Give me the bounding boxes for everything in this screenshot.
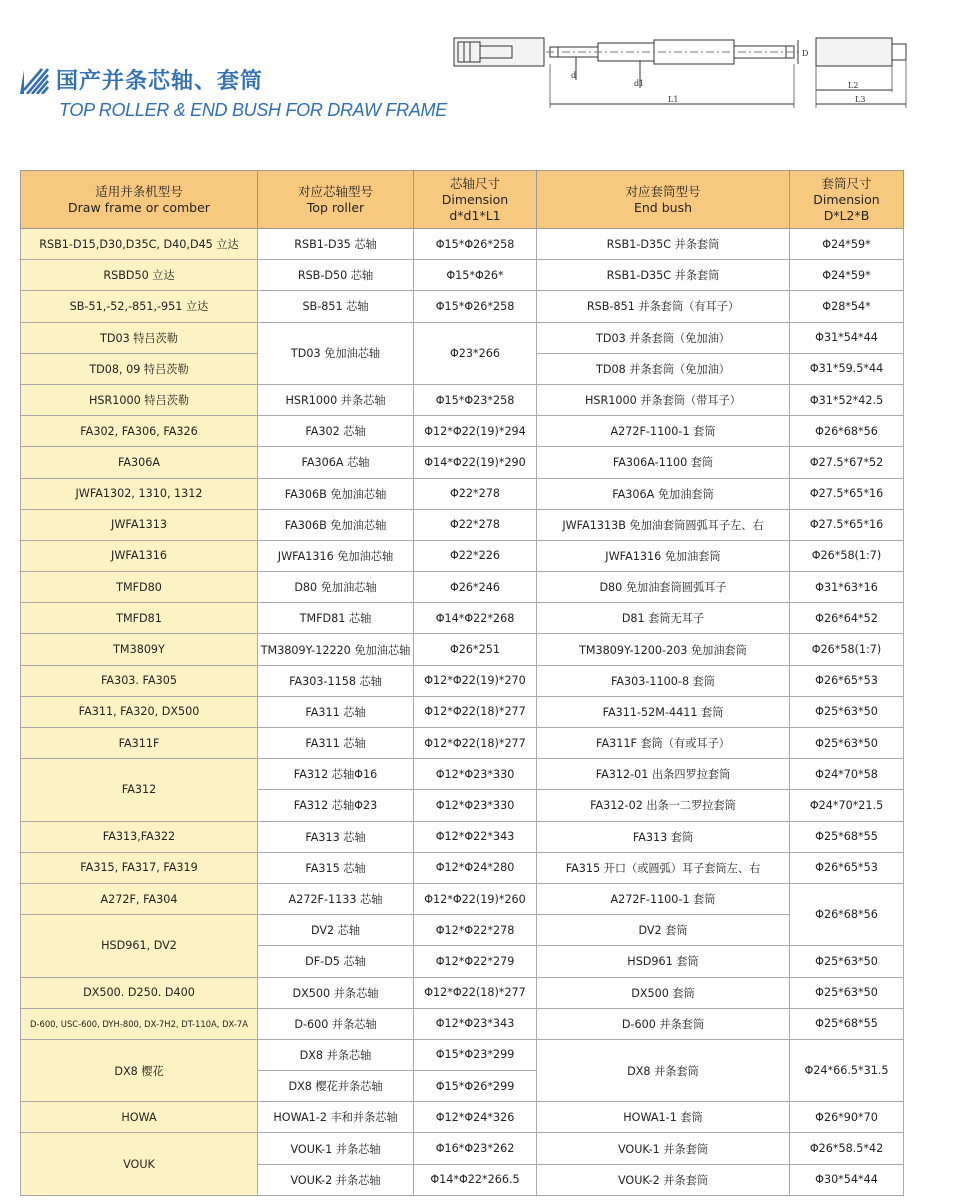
bush-dim-cell: Φ26*90*70 xyxy=(790,1102,904,1133)
bush-cell: VOUK-1 并条套筒 xyxy=(537,1133,790,1164)
roller-dim-cell: Φ12*Φ22(19)*270 xyxy=(414,665,537,696)
roller-cell: FA313 芯轴 xyxy=(258,821,414,852)
bush-dim-cell: Φ24*59* xyxy=(790,229,904,260)
machine-cell: SB-51,-52,-851,-951 立达 xyxy=(21,291,258,322)
table-row xyxy=(21,883,904,914)
bush-cell: TM3809Y-1200-203 免加油套筒 xyxy=(537,634,790,665)
roller-dim-cell: Φ12*Φ22*278 xyxy=(414,915,537,946)
bush-dim-cell: Φ25*68*55 xyxy=(790,821,904,852)
header-roller: 对应芯轴型号 Top roller xyxy=(258,171,414,229)
machine-cell: D-600, USC-600, DYH-800, DX-7H2, DT-110A, DX-7A xyxy=(21,1008,258,1039)
bush-dim-cell: Φ25*68*55 xyxy=(790,1008,904,1039)
table-row xyxy=(21,416,904,447)
roller-dim-cell: Φ12*Φ24*326 xyxy=(414,1102,537,1133)
table-row xyxy=(21,1039,904,1070)
machine-cell: FA312 xyxy=(21,759,258,821)
roller-bush-drawing xyxy=(450,28,910,112)
bush-cell: RSB-851 并条套筒（有耳子） xyxy=(537,291,790,322)
roller-cell: FA311 芯轴 xyxy=(258,696,414,727)
roller-cell: TD03 免加油芯轴 xyxy=(258,322,414,384)
roller-cell: VOUK-1 并条芯轴 xyxy=(258,1133,414,1164)
roller-cell: JWFA1316 免加油芯轴 xyxy=(258,540,414,571)
table-row xyxy=(21,478,904,509)
roller-dim-cell: Φ12*Φ22(19)*294 xyxy=(414,416,537,447)
roller-cell: VOUK-2 并条芯轴 xyxy=(258,1164,414,1195)
roller-cell: RSB1-D35 芯轴 xyxy=(258,229,414,260)
bush-dim-cell: Φ26*64*52 xyxy=(790,603,904,634)
roller-dim-cell: Φ14*Φ22*266.5 xyxy=(414,1164,537,1195)
machine-cell: FA311F xyxy=(21,728,258,759)
roller-dim-cell: Φ12*Φ22(19)*260 xyxy=(414,883,537,914)
bush-dim-cell: Φ28*54* xyxy=(790,291,904,322)
bush-cell: A272F-1100-1 套筒 xyxy=(537,416,790,447)
bush-cell: DV2 套筒 xyxy=(537,915,790,946)
bush-cell: HOWA1-1 套筒 xyxy=(537,1102,790,1133)
bush-dim-cell: Φ25*63*50 xyxy=(790,977,904,1008)
roller-dim-cell: Φ26*251 xyxy=(414,634,537,665)
roller-dim-cell: Φ22*226 xyxy=(414,540,537,571)
machine-cell: TM3809Y xyxy=(21,634,258,665)
machine-cell: VOUK xyxy=(21,1133,258,1195)
machine-cell: RSB1-D15,D30,D35C, D40,D45 立达 xyxy=(21,229,258,260)
roller-dim-cell: Φ12*Φ22(18)*277 xyxy=(414,696,537,727)
roller-dim-cell: Φ12*Φ24*280 xyxy=(414,852,537,883)
roller-cell: A272F-1133 芯轴 xyxy=(258,883,414,914)
machine-cell: HSD961, DV2 xyxy=(21,915,258,977)
bush-dim-cell: Φ26*65*53 xyxy=(790,852,904,883)
bush-dim-cell: Φ24*66.5*31.5 xyxy=(790,1039,904,1101)
bush-dim-cell: Φ26*58(1:7) xyxy=(790,540,904,571)
bush-cell: TD03 并条套筒（免加油） xyxy=(537,322,790,353)
bush-dim-cell: Φ26*68*56 xyxy=(790,416,904,447)
bush-cell: DX8 并条套筒 xyxy=(537,1039,790,1101)
machine-cell: FA313,FA322 xyxy=(21,821,258,852)
label-d: d xyxy=(571,71,577,80)
table-row xyxy=(21,509,904,540)
roller-dim-cell: Φ26*246 xyxy=(414,572,537,603)
roller-dim-cell: Φ12*Φ22*279 xyxy=(414,946,537,977)
roller-dim-cell: Φ15*Φ26*258 xyxy=(414,229,537,260)
machine-cell: FA315, FA317, FA319 xyxy=(21,852,258,883)
roller-cell: FA306B 免加油芯轴 xyxy=(258,478,414,509)
machine-cell: FA311, FA320, DX500 xyxy=(21,696,258,727)
table-row xyxy=(21,759,904,790)
bush-dim-cell: Φ26*68*56 xyxy=(790,883,904,945)
machine-cell: DX500. D250. D400 xyxy=(21,977,258,1008)
bush-cell: RSB1-D35C 并条套筒 xyxy=(537,260,790,291)
machine-cell: TMFD81 xyxy=(21,603,258,634)
label-d1: d1 xyxy=(634,79,645,88)
bush-cell: FA313 套筒 xyxy=(537,821,790,852)
header-bush: 对应套筒型号 End bush xyxy=(537,171,790,229)
bush-dim-cell: Φ24*70*58 xyxy=(790,759,904,790)
roller-cell: FA303-1158 芯轴 xyxy=(258,665,414,696)
table-row xyxy=(21,915,904,946)
table-row xyxy=(21,1008,904,1039)
label-L2: L2 xyxy=(848,81,859,90)
table-row xyxy=(21,728,904,759)
roller-cell: D-600 并条芯轴 xyxy=(258,1008,414,1039)
label-D: D xyxy=(802,49,809,58)
machine-cell: FA303. FA305 xyxy=(21,665,258,696)
roller-dim-cell: Φ14*Φ22*268 xyxy=(414,603,537,634)
bush-cell: D81 套筒无耳子 xyxy=(537,603,790,634)
roller-cell: FA311 芯轴 xyxy=(258,728,414,759)
table-row xyxy=(21,572,904,603)
machine-cell: HSR1000 特吕茨勒 xyxy=(21,384,258,415)
header-machine: 适用并条机型号 Draw frame or comber xyxy=(21,171,258,229)
roller-dim-cell: Φ12*Φ22(18)*277 xyxy=(414,977,537,1008)
bush-cell: JWFA1313B 免加油套筒圆弧耳子左、右 xyxy=(537,509,790,540)
table-row xyxy=(21,322,904,353)
bush-dim-cell: Φ25*63*50 xyxy=(790,728,904,759)
table-row xyxy=(21,229,904,260)
machine-cell: TMFD80 xyxy=(21,572,258,603)
bush-cell: TD08 并条套筒（免加油） xyxy=(537,353,790,384)
bush-cell: VOUK-2 并条套筒 xyxy=(537,1164,790,1195)
roller-cell: DX8 樱花并条芯轴 xyxy=(258,1071,414,1102)
roller-cell: DX500 并条芯轴 xyxy=(258,977,414,1008)
roller-dim-cell: Φ12*Φ23*343 xyxy=(414,1008,537,1039)
table-row xyxy=(21,603,904,634)
roller-cell: SB-851 芯轴 xyxy=(258,291,414,322)
bush-cell: FA306A-1100 套筒 xyxy=(537,447,790,478)
roller-cell: FA306A 芯轴 xyxy=(258,447,414,478)
roller-dim-cell: Φ15*Φ26*258 xyxy=(414,291,537,322)
table-row xyxy=(21,1133,904,1164)
table-row xyxy=(21,665,904,696)
table-row xyxy=(21,291,904,322)
table-row xyxy=(21,540,904,571)
table-row xyxy=(21,384,904,415)
machine-cell: FA302, FA306, FA326 xyxy=(21,416,258,447)
roller-cell: FA315 芯轴 xyxy=(258,852,414,883)
roller-dim-cell: Φ12*Φ22*343 xyxy=(414,821,537,852)
label-L3: L3 xyxy=(855,95,866,104)
table-row xyxy=(21,260,904,291)
roller-cell: DV2 芯轴 xyxy=(258,915,414,946)
roller-dim-cell: Φ12*Φ23*330 xyxy=(414,790,537,821)
bush-dim-cell: Φ25*63*50 xyxy=(790,696,904,727)
table-row xyxy=(21,852,904,883)
bush-dim-cell: Φ31*54*44 xyxy=(790,322,904,353)
bush-dim-cell: Φ26*58.5*42 xyxy=(790,1133,904,1164)
machine-cell: FA306A xyxy=(21,447,258,478)
diagonal-stripes-icon xyxy=(20,66,50,94)
table-row xyxy=(21,447,904,478)
roller-cell: FA312 芯轴Φ16 xyxy=(258,759,414,790)
bush-dim-cell: Φ24*70*21.5 xyxy=(790,790,904,821)
roller-cell: DX8 并条芯轴 xyxy=(258,1039,414,1070)
roller-dim-cell: Φ12*Φ22(18)*277 xyxy=(414,728,537,759)
roller-dim-cell: Φ23*266 xyxy=(414,322,537,384)
roller-dim-cell: Φ15*Φ23*258 xyxy=(414,384,537,415)
machine-cell: JWFA1316 xyxy=(21,540,258,571)
bush-cell: D80 免加油套筒圆弧耳子 xyxy=(537,572,790,603)
machine-cell: A272F, FA304 xyxy=(21,883,258,914)
page-title: 国产并条芯轴、套筒 xyxy=(56,69,264,94)
bush-cell: FA306A 免加油套筒 xyxy=(537,478,790,509)
bush-cell: RSB1-D35C 并条套筒 xyxy=(537,229,790,260)
bush-cell: HSD961 套筒 xyxy=(537,946,790,977)
bush-cell: FA311-52M-4411 套筒 xyxy=(537,696,790,727)
bush-dim-cell: Φ25*63*50 xyxy=(790,946,904,977)
machine-cell: TD08, 09 特吕茨勒 xyxy=(21,353,258,384)
roller-dim-cell: Φ12*Φ23*330 xyxy=(414,759,537,790)
table-header-row xyxy=(21,171,904,229)
bush-dim-cell: Φ27.5*65*16 xyxy=(790,478,904,509)
roller-cell: FA306B 免加油芯轴 xyxy=(258,509,414,540)
bush-dim-cell: Φ27.5*67*52 xyxy=(790,447,904,478)
roller-cell: RSB-D50 芯轴 xyxy=(258,260,414,291)
bush-dim-cell: Φ31*59.5*44 xyxy=(790,353,904,384)
roller-dim-cell: Φ16*Φ23*262 xyxy=(414,1133,537,1164)
roller-cell: D80 免加油芯轴 xyxy=(258,572,414,603)
roller-dim-cell: Φ15*Φ26*299 xyxy=(414,1071,537,1102)
bush-cell: FA312-01 出条四罗拉套筒 xyxy=(537,759,790,790)
bush-dim-cell: Φ26*58(1:7) xyxy=(790,634,904,665)
label-L1: L1 xyxy=(668,95,679,104)
table-row xyxy=(21,1102,904,1133)
bush-dim-cell: Φ31*63*16 xyxy=(790,572,904,603)
bush-dim-cell: Φ31*52*42.5 xyxy=(790,384,904,415)
bush-dim-cell: Φ26*65*53 xyxy=(790,665,904,696)
roller-dim-cell: Φ22*278 xyxy=(414,509,537,540)
machine-cell: JWFA1302, 1310, 1312 xyxy=(21,478,258,509)
bush-cell: FA312-02 出条一二罗拉套筒 xyxy=(537,790,790,821)
roller-cell: FA312 芯轴Φ23 xyxy=(258,790,414,821)
table-row xyxy=(21,821,904,852)
bush-cell: D-600 并条套筒 xyxy=(537,1008,790,1039)
bush-cell: JWFA1316 免加油套筒 xyxy=(537,540,790,571)
roller-dim-cell: Φ14*Φ22(19)*290 xyxy=(414,447,537,478)
roller-cell: TMFD81 芯轴 xyxy=(258,603,414,634)
roller-dim-cell: Φ22*278 xyxy=(414,478,537,509)
roller-cell: DF-D5 芯轴 xyxy=(258,946,414,977)
bush-dim-cell: Φ24*59* xyxy=(790,260,904,291)
roller-dim-cell: Φ15*Φ26* xyxy=(414,260,537,291)
table-row xyxy=(21,977,904,1008)
machine-cell: JWFA1313 xyxy=(21,509,258,540)
machine-cell: TD03 特吕茨勒 xyxy=(21,322,258,353)
bush-dim-cell: Φ27.5*65*16 xyxy=(790,509,904,540)
roller-cell: FA302 芯轴 xyxy=(258,416,414,447)
roller-dim-cell: Φ15*Φ23*299 xyxy=(414,1039,537,1070)
bush-cell: FA315 开口（或圆弧）耳子套筒左、右 xyxy=(537,852,790,883)
bush-cell: FA311F 套筒（有或耳子） xyxy=(537,728,790,759)
machine-cell: DX8 樱花 xyxy=(21,1039,258,1101)
header-bush-dim: 套筒尺寸 Dimension D*L2*B xyxy=(790,171,904,229)
header-roller-dim: 芯轴尺寸 Dimension d*d1*L1 xyxy=(414,171,537,229)
page-subtitle: TOP ROLLER & END BUSH FOR DRAW FRAME xyxy=(59,100,447,120)
table-row xyxy=(21,696,904,727)
roller-cell: TM3809Y-12220 免加油芯轴 xyxy=(258,634,414,665)
bush-cell: HSR1000 并条套筒（带耳子） xyxy=(537,384,790,415)
roller-cell: HOWA1-2 丰和并条芯轴 xyxy=(258,1102,414,1133)
table-row xyxy=(21,634,904,665)
bush-dim-cell: Φ30*54*44 xyxy=(790,1164,904,1195)
bush-cell: DX500 套筒 xyxy=(537,977,790,1008)
machine-cell: HOWA xyxy=(21,1102,258,1133)
roller-cell: HSR1000 并条芯轴 xyxy=(258,384,414,415)
machine-cell: RSBD50 立达 xyxy=(21,260,258,291)
spec-table xyxy=(20,170,904,1196)
bush-cell: A272F-1100-1 套筒 xyxy=(537,883,790,914)
bush-cell: FA303-1100-8 套筒 xyxy=(537,665,790,696)
